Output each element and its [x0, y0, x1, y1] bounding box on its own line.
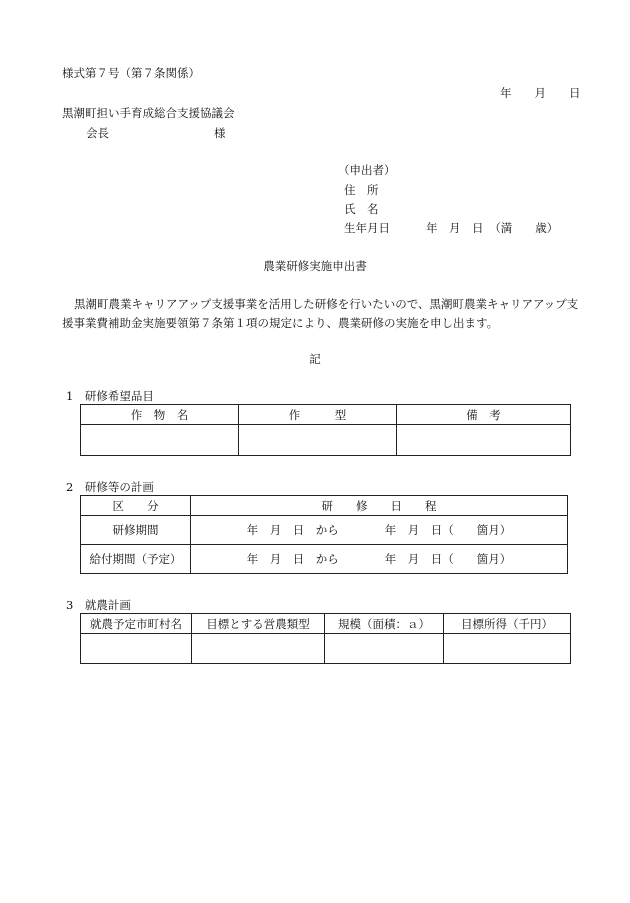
- applicant-address-label: 住 所: [344, 183, 379, 197]
- section3-header-farm-type: 目標とする営農類型: [192, 614, 325, 634]
- section3-cell-scale[interactable]: [325, 634, 444, 664]
- section1-table: [80, 404, 571, 456]
- applicant-label: （申出者）: [338, 163, 396, 177]
- section2-header-schedule: 研 修 日 程: [191, 496, 568, 516]
- section1-header-crop: 作 物 名: [81, 405, 239, 425]
- section3-cell-income[interactable]: [444, 634, 571, 664]
- section1-header-type: 作 型: [239, 405, 397, 425]
- section2-header-category: 区 分: [81, 496, 191, 516]
- section3-cell-farm-type[interactable]: [192, 634, 325, 664]
- section1-header-notes: 備 考: [397, 405, 571, 425]
- section3-header-scale: 規模（面積：ａ）: [325, 614, 444, 634]
- table-row: [81, 545, 568, 574]
- document-title: 農業研修実施申出書: [263, 259, 367, 273]
- section2-row-schedule[interactable]: 年 月 日 から 年 月 日（ 箇月）: [191, 516, 568, 545]
- applicant-birth-value: 年 月 日 （満 歳）: [426, 221, 559, 235]
- addressee-org: 黒潮町担い手育成総合支援協議会: [62, 106, 235, 120]
- section1-cell-crop[interactable]: [81, 425, 239, 456]
- section1-heading: 1 研修希望品目: [66, 389, 154, 403]
- table-row: [81, 516, 568, 545]
- ki-mark: 記: [309, 352, 321, 366]
- form-number: 様式第７号（第７条関係）: [62, 66, 200, 80]
- applicant-name-label: 氏 名: [344, 202, 379, 216]
- section3-header-municipality: 就農予定市町村名: [81, 614, 192, 634]
- section2-row-label: 研修期間: [81, 516, 191, 545]
- addressee-title: 会長: [86, 126, 109, 140]
- section2-heading: 2 研修等の計画: [66, 480, 154, 494]
- section3-header-income: 目標所得（千円）: [444, 614, 571, 634]
- body-line-1: 黒潮町農業キャリアアップ支援事業を活用した研修を行いたいので、黒潮町農業キャリアアップ支: [74, 297, 579, 311]
- section1-cell-notes[interactable]: [397, 425, 571, 456]
- section2-row-label: 給付期間（予定）: [81, 545, 191, 574]
- section3-heading: 3 就農計画: [66, 598, 131, 612]
- section2-row-schedule[interactable]: 年 月 日 から 年 月 日（ 箇月）: [191, 545, 568, 574]
- section3-cell-municipality[interactable]: [81, 634, 192, 664]
- section1-cell-type[interactable]: [239, 425, 397, 456]
- section2-table: [80, 495, 568, 574]
- body-line-2: 援事業費補助金実施要領第７条第１項の規定により、農業研修の実施を申し出ます。: [62, 316, 499, 330]
- section3-table: [80, 613, 571, 664]
- applicant-birth-label: 生年月日: [344, 221, 390, 235]
- addressee-sama: 様: [214, 126, 226, 140]
- date-line: 年 月 日: [500, 86, 581, 100]
